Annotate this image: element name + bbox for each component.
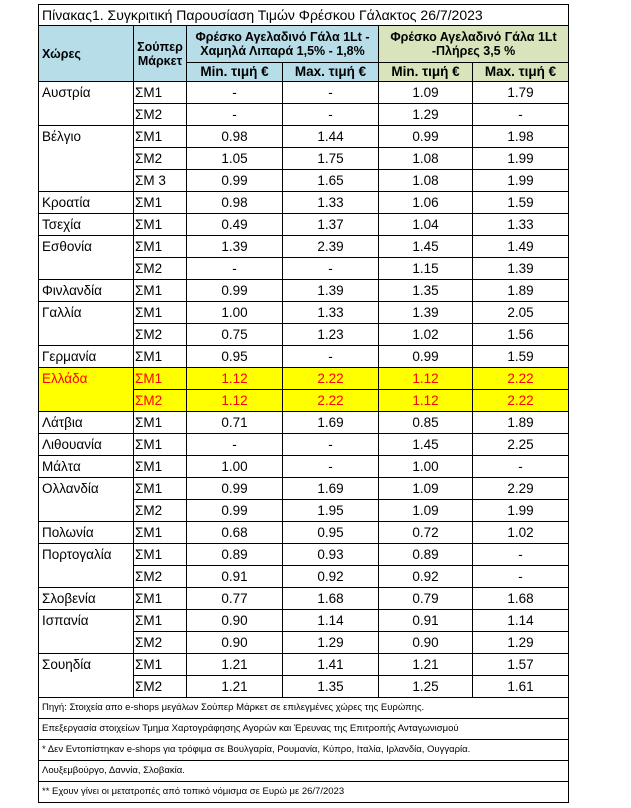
supermarket-cell: ΣΜ1 [134,412,187,434]
price-max-low-fat-cell: - [283,258,379,280]
note-processing: Επεξεργασία στοιχείων Τμημα Χαρτογράφησης Αγορών και Έρευνας της Επιτροπής Ανταγωνισμού [39,719,569,740]
note-no-shops: * Δεν Εντοπίστηκαν e-shops για τρόφιμα σε Βουλγαρία, Ρουμανία, Κύπρο, Ιταλία, Ιρλανδία, Ουγγαρία. [39,740,569,761]
price-min-full-fat-cell: 1.12 [379,390,473,412]
table-row [39,588,569,610]
country-cell: Πορτογαλία [39,544,134,566]
supermarket-cell: ΣΜ1 [134,544,187,566]
title-row [39,5,569,26]
price-max-full-fat-cell: 1.59 [473,192,569,214]
country-cell: Γαλλία [39,302,134,324]
price-min-full-fat-cell: 0.91 [379,610,473,632]
country-cell [39,566,134,588]
supermarket-cell: ΣΜ1 [134,588,187,610]
price-min-full-fat-cell: 1.09 [379,478,473,500]
supermarket-cell: ΣΜ1 [134,236,187,258]
supermarket-cell: ΣΜ1 [134,478,187,500]
price-max-low-fat-cell: 2.39 [283,236,379,258]
price-max-full-fat-cell: 1.89 [473,280,569,302]
supermarket-cell: ΣΜ2 [134,258,187,280]
price-max-full-fat-cell: 2.05 [473,302,569,324]
header-group1-line1: Φρέσκο Αγελαδινό Γάλα 1Lt - [195,30,370,44]
supermarket-cell: ΣΜ1 [134,214,187,236]
country-cell [39,500,134,522]
note-row [39,761,569,782]
price-min-low-fat-cell: 0.68 [187,522,283,544]
price-max-low-fat-cell: - [283,456,379,478]
price-min-low-fat-cell: 0.89 [187,544,283,566]
price-min-full-fat-cell: 1.12 [379,368,473,390]
header-country: Χώρες [39,26,134,82]
price-min-low-fat-cell: 0.90 [187,610,283,632]
price-max-full-fat-cell: 1.57 [473,654,569,676]
table-row [39,544,569,566]
table-row [39,258,569,280]
country-cell: Εσθονία [39,236,134,258]
price-min-full-fat-cell: 1.00 [379,456,473,478]
price-max-low-fat-cell: - [283,346,379,368]
header-supermarket [134,26,187,82]
price-max-low-fat-cell: - [283,434,379,456]
price-min-low-fat-cell: - [187,434,283,456]
table-row [39,280,569,302]
price-max-full-fat-cell: - [473,104,569,126]
price-max-low-fat-cell: 0.92 [283,566,379,588]
table-row [39,82,569,104]
price-min-full-fat-cell: 0.99 [379,126,473,148]
table-row [39,214,569,236]
price-max-low-fat-cell: 1.44 [283,126,379,148]
table-row [39,368,569,390]
price-min-low-fat-cell: 1.21 [187,654,283,676]
price-min-low-fat-cell: - [187,82,283,104]
price-max-low-fat-cell: 1.33 [283,192,379,214]
price-min-full-fat-cell: 0.79 [379,588,473,610]
header-row-1 [39,26,569,63]
price-max-full-fat-cell: 1.39 [473,258,569,280]
table-row [39,456,569,478]
price-min-full-fat-cell: 0.89 [379,544,473,566]
country-cell [39,148,134,170]
price-min-low-fat-cell: 0.99 [187,478,283,500]
table-row [39,500,569,522]
country-cell [39,390,134,412]
header-max-2: Max. τιμή € [473,63,569,82]
table-row [39,390,569,412]
header-min-1: Min. τιμή € [187,63,283,82]
country-cell: Γερμανία [39,346,134,368]
price-max-full-fat-cell: 1.59 [473,346,569,368]
country-cell: Κροατία [39,192,134,214]
price-max-full-fat-cell: 1.33 [473,214,569,236]
supermarket-cell: ΣΜ1 [134,522,187,544]
price-max-low-fat-cell: 1.69 [283,478,379,500]
supermarket-cell: ΣΜ2 [134,676,187,698]
price-min-full-fat-cell: 1.25 [379,676,473,698]
note-currency: ** Εχουν γίνει οι μετατροπές από τοπικό νόμισμα σε Ευρώ με 26/7/2023 [39,782,569,803]
country-cell: Λιθουανία [39,434,134,456]
country-cell [39,676,134,698]
price-min-full-fat-cell: 0.92 [379,566,473,588]
supermarket-cell: ΣΜ2 [134,390,187,412]
supermarket-cell: ΣΜ2 [134,632,187,654]
price-max-low-fat-cell: 1.29 [283,632,379,654]
price-max-low-fat-cell: 1.65 [283,170,379,192]
country-cell [39,258,134,280]
table-row [39,566,569,588]
table-row [39,192,569,214]
price-max-full-fat-cell: 1.99 [473,500,569,522]
price-min-low-fat-cell: 0.91 [187,566,283,588]
supermarket-cell: ΣΜ1 [134,610,187,632]
price-max-low-fat-cell: 1.35 [283,676,379,698]
price-max-low-fat-cell: 2.22 [283,368,379,390]
price-min-full-fat-cell: 1.15 [379,258,473,280]
header-group2-line2: -Πλήρες 3,5 % [431,44,516,58]
supermarket-cell: ΣΜ1 [134,82,187,104]
supermarket-cell: ΣΜ 3 [134,170,187,192]
price-max-full-fat-cell: 1.49 [473,236,569,258]
note-no-shops-cont: Λουξεμβούργο, Δαννία, Σλοβακία. [39,761,569,782]
price-max-low-fat-cell: 1.68 [283,588,379,610]
table-title: Πίνακας1. Συγκριτική Παρουσίαση Τιμών Φρέσκου Γάλακτος 26/7/2023 [39,5,569,26]
note-row [39,782,569,803]
price-max-low-fat-cell: 0.95 [283,522,379,544]
price-min-low-fat-cell: - [187,258,283,280]
price-max-low-fat-cell: - [283,82,379,104]
price-max-full-fat-cell: 1.98 [473,126,569,148]
price-max-full-fat-cell: 1.68 [473,588,569,610]
note-row [39,698,569,719]
table-row [39,412,569,434]
price-min-low-fat-cell: 1.12 [187,368,283,390]
price-max-full-fat-cell: - [473,544,569,566]
note-row [39,719,569,740]
price-min-low-fat-cell: 0.75 [187,324,283,346]
price-min-low-fat-cell: 0.77 [187,588,283,610]
table-row [39,610,569,632]
price-max-low-fat-cell: 1.41 [283,654,379,676]
price-max-low-fat-cell: - [283,104,379,126]
header-group-full-fat [379,26,569,63]
price-min-low-fat-cell: 1.00 [187,456,283,478]
header-max-1: Max. τιμή € [283,63,379,82]
supermarket-cell: ΣΜ1 [134,126,187,148]
note-source: Πηγή: Στοιχεία απο e-shops μεγάλων Σούπερ Μάρκετ σε επιλεγμένες χώρες της Ευρώπης. [39,698,569,719]
price-min-low-fat-cell: 1.39 [187,236,283,258]
header-group1-line2: Χαμηλά Λιπαρά 1,5% - 1,8% [200,44,365,58]
country-cell: Ισπανία [39,610,134,632]
price-max-full-fat-cell: 2.22 [473,390,569,412]
price-min-low-fat-cell: 0.98 [187,126,283,148]
table-row [39,478,569,500]
table-row [39,676,569,698]
price-min-full-fat-cell: 1.09 [379,500,473,522]
price-min-low-fat-cell: 0.71 [187,412,283,434]
price-table [38,4,569,803]
price-min-low-fat-cell: 0.99 [187,500,283,522]
supermarket-cell: ΣΜ1 [134,368,187,390]
price-max-low-fat-cell: 1.95 [283,500,379,522]
price-min-full-fat-cell: 0.99 [379,346,473,368]
price-min-low-fat-cell: 0.99 [187,280,283,302]
price-min-full-fat-cell: 1.06 [379,192,473,214]
supermarket-cell: ΣΜ1 [134,456,187,478]
price-min-full-fat-cell: 1.35 [379,280,473,302]
price-max-full-fat-cell: 1.56 [473,324,569,346]
table-row [39,346,569,368]
supermarket-cell: ΣΜ2 [134,148,187,170]
price-max-full-fat-cell: 2.25 [473,434,569,456]
price-max-low-fat-cell: 1.14 [283,610,379,632]
price-max-low-fat-cell: 1.33 [283,302,379,324]
country-cell: Σουηδία [39,654,134,676]
price-max-low-fat-cell: 1.75 [283,148,379,170]
header-min-2: Min. τιμή € [379,63,473,82]
price-max-full-fat-cell: 2.29 [473,478,569,500]
country-cell: Βέλγιο [39,126,134,148]
price-max-low-fat-cell: 1.37 [283,214,379,236]
price-min-low-fat-cell: 0.90 [187,632,283,654]
price-min-low-fat-cell: 0.95 [187,346,283,368]
table-row [39,324,569,346]
price-min-low-fat-cell: 0.99 [187,170,283,192]
supermarket-cell: ΣΜ2 [134,104,187,126]
table-row [39,522,569,544]
country-cell [39,324,134,346]
price-min-full-fat-cell: 1.45 [379,434,473,456]
country-cell [39,104,134,126]
price-max-full-fat-cell: 1.29 [473,632,569,654]
price-min-full-fat-cell: 1.08 [379,148,473,170]
price-min-full-fat-cell: 1.04 [379,214,473,236]
country-cell: Μάλτα [39,456,134,478]
price-max-full-fat-cell: 1.14 [473,610,569,632]
table-row [39,170,569,192]
price-min-full-fat-cell: 0.90 [379,632,473,654]
table-row [39,434,569,456]
header-supermarket-line2: Μάρκετ [137,53,183,68]
table-row [39,236,569,258]
price-min-low-fat-cell: 1.00 [187,302,283,324]
price-min-low-fat-cell: - [187,104,283,126]
price-min-full-fat-cell: 1.09 [379,82,473,104]
supermarket-cell: ΣΜ1 [134,346,187,368]
country-cell: Ολλανδία [39,478,134,500]
supermarket-cell: ΣΜ1 [134,192,187,214]
price-min-full-fat-cell: 1.45 [379,236,473,258]
country-cell: Λάτβια [39,412,134,434]
supermarket-cell: ΣΜ1 [134,434,187,456]
price-max-low-fat-cell: 1.23 [283,324,379,346]
price-max-full-fat-cell: 1.99 [473,148,569,170]
header-supermarket-line1: Σούπερ [137,39,183,54]
price-min-low-fat-cell: 1.05 [187,148,283,170]
price-max-full-fat-cell: 2.22 [473,368,569,390]
price-table-container [38,4,568,803]
price-max-full-fat-cell: - [473,456,569,478]
price-max-full-fat-cell: 1.61 [473,676,569,698]
supermarket-cell: ΣΜ1 [134,302,187,324]
price-min-low-fat-cell: 1.21 [187,676,283,698]
country-cell: Σλοβενία [39,588,134,610]
header-group2-line1: Φρέσκο Αγελαδινό Γάλα 1Lt [390,30,557,44]
price-min-full-fat-cell: 0.85 [379,412,473,434]
country-cell [39,632,134,654]
price-max-full-fat-cell: 1.79 [473,82,569,104]
price-max-full-fat-cell: 1.89 [473,412,569,434]
price-min-full-fat-cell: 1.21 [379,654,473,676]
price-min-low-fat-cell: 0.98 [187,192,283,214]
supermarket-cell: ΣΜ1 [134,654,187,676]
table-row [39,148,569,170]
country-cell: Τσεχία [39,214,134,236]
price-max-full-fat-cell: 1.99 [473,170,569,192]
price-max-full-fat-cell: - [473,566,569,588]
country-cell: Αυστρία [39,82,134,104]
supermarket-cell: ΣΜ2 [134,566,187,588]
table-row [39,126,569,148]
country-cell: Φινλανδία [39,280,134,302]
country-cell [39,170,134,192]
price-max-low-fat-cell: 1.39 [283,280,379,302]
table-row [39,302,569,324]
supermarket-cell: ΣΜ1 [134,280,187,302]
table-row [39,104,569,126]
table-row [39,654,569,676]
price-min-low-fat-cell: 1.12 [187,390,283,412]
price-min-full-fat-cell: 1.02 [379,324,473,346]
price-min-full-fat-cell: 1.39 [379,302,473,324]
supermarket-cell: ΣΜ2 [134,500,187,522]
price-max-low-fat-cell: 0.93 [283,544,379,566]
price-min-full-fat-cell: 1.08 [379,170,473,192]
price-min-full-fat-cell: 0.72 [379,522,473,544]
table-row [39,632,569,654]
price-max-low-fat-cell: 1.69 [283,412,379,434]
price-max-full-fat-cell: 1.02 [473,522,569,544]
price-min-full-fat-cell: 1.29 [379,104,473,126]
price-max-low-fat-cell: 2.22 [283,390,379,412]
price-min-low-fat-cell: 0.49 [187,214,283,236]
country-cell: Ελλάδα [39,368,134,390]
note-row [39,740,569,761]
country-cell: Πολωνία [39,522,134,544]
header-group-low-fat [187,26,379,63]
supermarket-cell: ΣΜ2 [134,324,187,346]
